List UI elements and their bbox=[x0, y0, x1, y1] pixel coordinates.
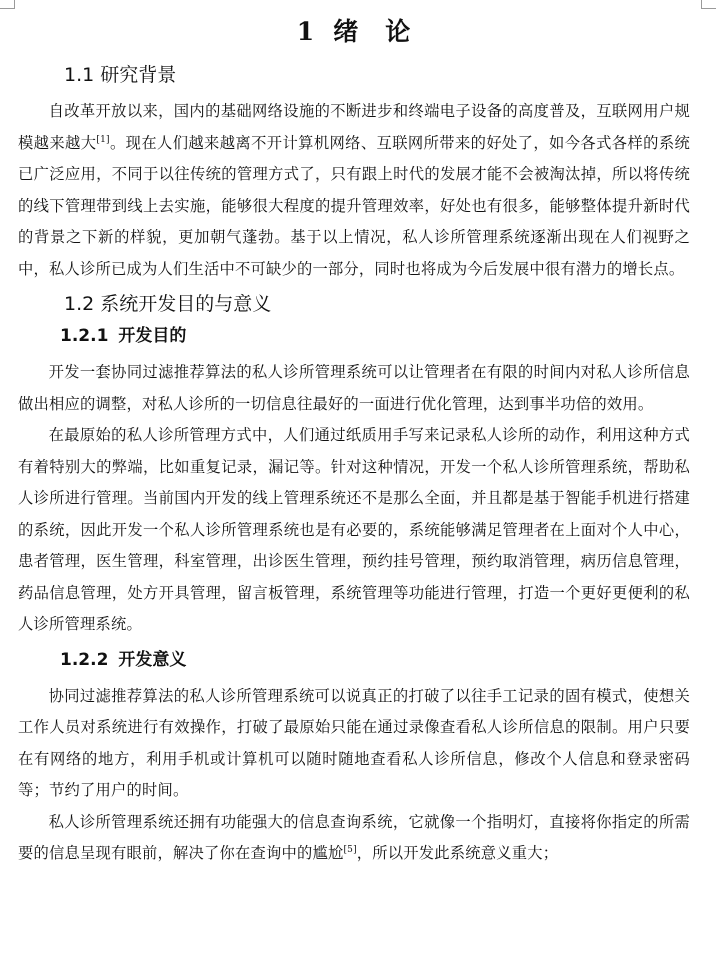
paragraph-text: ，所以开发此系统意义重大； bbox=[356, 844, 559, 862]
subsection-number: 1.2.2 bbox=[60, 649, 109, 670]
section-heading-1-2: 1.2 系统开发目的与意义 bbox=[64, 293, 272, 315]
paragraph: 协同过滤推荐算法的私人诊所管理系统可以说真正的打破了以往手工记录的固有模式，使想关工作人员对系统进行有效操作，打破了最原始只能在通过录像查看私人诊所信息的限制。用户只要在有网络的地方，利用手机或计算机可以随时随地查看私人诊所信息，修改个人信息和登录密码等；节约了用户的时间。 bbox=[18, 686, 690, 799]
paragraph: 开发一套协同过滤推荐算法的私人诊所管理系统可以让管理者在有限的时间内对私人诊所信息做出相应的调整，对私人诊所的一切信息往最好的一面进行优化管理，达到事半功倍的效用。 bbox=[18, 363, 690, 413]
chapter-title bbox=[18, 14, 690, 50]
citation-ref: [1] bbox=[96, 134, 110, 145]
paragraph-text: 私人诊所管理系统还拥有功能强大的信息查询系统，它就像一个指明灯，直接将你指定的所需要的信息呈现有眼前，解决了你在查询中的尴尬 bbox=[18, 812, 690, 862]
section-1-1-paragraph bbox=[18, 96, 690, 285]
subsection-title: 开发目的 bbox=[118, 326, 187, 346]
paragraph bbox=[18, 807, 690, 870]
subsection-number: 1.2.1 bbox=[60, 326, 109, 346]
paragraph-text: 。现在人们越来越离不开计算机网络、互联网所带来的好处了，如今各式各样的系统已广泛应用，不同于以往传统的管理方式了，只有跟上时代的发展才能不会被淘汰掉，所以将传统的线下管理带到线上去实施，能够很大程度的提升管理效率，好处也有很多，能够整体提升新时代的背景之下新的样貌，更加朝气蓬勃。基于以上情况，私人诊所管理系统逐渐出现在人们视野之中，私人诊所已成为人们生活中不可缺少的一部分，同时也将成为今后发展中很有潜力的增长点。 bbox=[18, 133, 690, 278]
paragraph-text: 自改革开放以来，国内的基础网络设施的不断进步和终端电子设备的高度普及，互联网用户规模越来越大 bbox=[18, 102, 690, 152]
chapter-title-char-1: 绪 bbox=[333, 17, 360, 46]
document-page bbox=[18, 0, 690, 870]
subsection-heading-1-2-2 bbox=[18, 645, 690, 675]
chapter-number: 1 bbox=[296, 17, 316, 46]
chapter-title-char-2: 论 bbox=[385, 17, 412, 46]
section-heading-1-1: 1.1 研究背景 bbox=[64, 64, 177, 86]
subsection-heading-1-2-1 bbox=[18, 321, 690, 351]
page-corner-mark-right bbox=[701, 0, 716, 9]
subsection-title: 开发意义 bbox=[118, 649, 187, 670]
paragraph: 在最原始的私人诊所管理方式中，人们通过纸质用手写来记录私人诊所的动作，利用这种方式有着特别大的弊端，比如重复记录，漏记等。针对这种情况，开发一个私人诊所管理系统，帮助私人诊所进行管理。当前国内开发的线上管理系统还不是那么全面，并且都是基于智能手机进行搭建的系统，因此开发一个私人诊所管理系统也是有必要的，系统能够满足管理者在上面对个人中心，患者管理，医生管理，科室管理，出诊医生管理，预约挂号管理，预约取消管理，病历信息管理，药品信息管理，处方开具管理，留言板管理，系统管理等功能进行管理，打造一个更好更便利的私人诊所管理系统。 bbox=[18, 426, 690, 633]
citation-ref: [5] bbox=[343, 844, 357, 855]
page-corner-mark-left bbox=[0, 0, 15, 9]
